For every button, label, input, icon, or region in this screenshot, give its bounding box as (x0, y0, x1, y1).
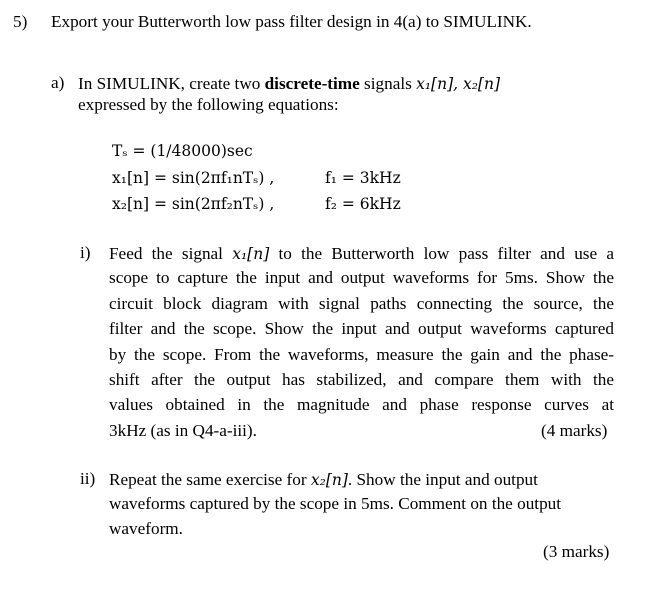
sub-i-line-2: scope to capture the input and output waveforms for 5ms. Show the (109, 268, 614, 287)
sub-i-line-6: shift after the output has stabilized, and compare them with the (109, 370, 614, 389)
sub-ii-line-3: waveform. (109, 519, 183, 538)
equation-f1: f₁ = 3kHz (325, 169, 401, 187)
equation-f2: f₂ = 6kHz (325, 195, 401, 213)
equation-x2: x₂[n] = sin(2πf₂nTₛ) , (112, 195, 275, 213)
sub-ii-line-2: waveforms captured by the scope in 5ms. Comment on the output (109, 494, 562, 513)
sub-i-text-2: to the Butterworth low pass filter and use a (269, 244, 614, 263)
sub-i-line-8: 3kHz (as in Q4-a-iii). (109, 421, 257, 440)
sub-ii-text: Repeat the same exercise for (109, 470, 311, 489)
sub-i-label: i) (80, 243, 91, 262)
equation-x1: x₁[n] = sin(2πf₁nTₛ) , (112, 169, 275, 187)
question-title: Export your Butterworth low pass filter design in 4(a) to SIMULINK. (51, 12, 532, 31)
part-a-signals-math: x₁[n], x₂[n] (416, 75, 501, 93)
sub-i-marks: (4 marks) (541, 421, 608, 440)
sub-i-line-7: values obtained in the magnitude and phase response curves at (109, 395, 614, 414)
part-a-text-2: signals (359, 74, 417, 93)
sub-i-text: Feed the signal (109, 244, 233, 263)
sub-ii-label: ii) (80, 469, 96, 488)
sub-ii-math: x₂[n] (310, 471, 348, 489)
sub-ii-line-1 (109, 469, 538, 491)
sub-i-line-3: circuit block diagram with signal paths connecting the source, the (109, 294, 614, 313)
part-a-text: In SIMULINK, create two (78, 74, 265, 93)
question-number: 5) (13, 12, 28, 31)
sub-ii-text-2: . Show the input and output (347, 470, 538, 489)
part-a-line-1 (78, 73, 500, 95)
part-a-label: a) (51, 73, 65, 92)
equation-ts: Tₛ = (1/48000)sec (112, 142, 253, 160)
part-a-bold-term: discrete-time (264, 74, 360, 93)
sub-i-line-5: by the scope. From the waveforms, measure the gain and the phase- (109, 345, 614, 364)
sub-i-math: x₁[n] (232, 245, 270, 263)
part-a-line-2: expressed by the following equations: (78, 95, 339, 114)
sub-ii-marks: (3 marks) (543, 542, 610, 561)
sub-i-line-1 (109, 243, 614, 265)
sub-i-line-4: filter and the scope. Show the input and output waveforms captured (109, 319, 614, 338)
